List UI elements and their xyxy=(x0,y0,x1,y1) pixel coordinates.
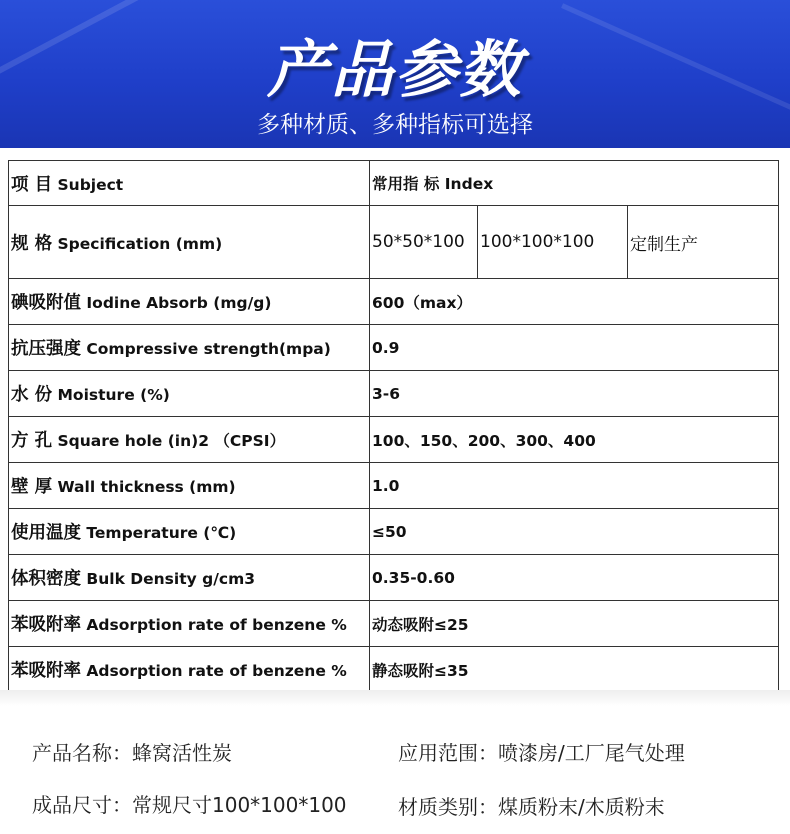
row-value-cell: 100、150、200、300、400 xyxy=(370,417,779,463)
row-label-cell xyxy=(9,417,370,463)
row-label-en: Adsorption rate of benzene % xyxy=(86,662,347,680)
subject-header-en: Subject xyxy=(57,175,124,194)
row-value-cell: 0.9 xyxy=(370,325,779,371)
row-label-zh: 体积密度 xyxy=(11,569,81,589)
subject-header-cell xyxy=(9,161,370,206)
table-row xyxy=(9,509,779,555)
row-label-en: Iodine Absorb (mg/g) xyxy=(86,294,272,312)
spec-label-en: Specification (mm) xyxy=(57,234,223,253)
row-label-zh: 方 孔 xyxy=(11,431,53,451)
row-label-zh: 使用温度 xyxy=(11,523,81,543)
row-label-zh: 水 份 xyxy=(11,385,53,405)
table-row xyxy=(9,279,779,325)
row-label-en: Adsorption rate of benzene % xyxy=(86,616,347,634)
table-row xyxy=(9,417,779,463)
header-banner xyxy=(0,0,790,148)
banner-subtitle: 多种材质、多种指标可选择 xyxy=(257,112,533,138)
row-label-en: Square hole (in)2 （CPSI） xyxy=(57,432,286,450)
row-label-zh: 苯吸附率 xyxy=(11,615,81,635)
row-label-zh: 抗压强度 xyxy=(11,339,81,359)
spec-option-2: 100*100*100 xyxy=(478,206,628,279)
row-label-cell xyxy=(9,325,370,371)
table-row xyxy=(9,463,779,509)
row-label-zh: 苯吸附率 xyxy=(11,661,81,681)
table-row xyxy=(9,601,779,647)
row-value-cell: 1.0 xyxy=(370,463,779,509)
row-value-cell: 动态吸附≤25 xyxy=(370,601,779,647)
row-label-cell xyxy=(9,463,370,509)
row-label-en: Bulk Density g/cm3 xyxy=(86,570,256,588)
table-row xyxy=(9,325,779,371)
row-value-cell: 600（max） xyxy=(370,279,779,325)
footer-size: 成品尺寸：常规尺寸100*100*100 xyxy=(32,793,347,817)
spec-label-zh: 规 格 xyxy=(11,233,53,254)
row-label-en: Wall thickness (mm) xyxy=(57,478,236,496)
row-label-en: Moisture (%) xyxy=(57,386,170,404)
index-header-cell: 常用指 标 Index xyxy=(370,161,779,206)
table-row xyxy=(9,647,779,693)
row-value-cell: 静态吸附≤35 xyxy=(370,647,779,693)
row-label-cell xyxy=(9,279,370,325)
footer-material: 材质类别：煤质粉末/木质粉末 xyxy=(398,795,665,819)
row-label-cell xyxy=(9,555,370,601)
row-value-cell: 0.35-0.60 xyxy=(370,555,779,601)
spec-option-3: 定制生产 xyxy=(628,206,779,279)
subject-header-zh: 项 目 xyxy=(11,174,53,195)
spec-row xyxy=(9,206,779,279)
spec-option-1: 50*50*100 xyxy=(370,206,478,279)
row-label-cell xyxy=(9,371,370,417)
table-row xyxy=(9,555,779,601)
row-value-cell: 3-6 xyxy=(370,371,779,417)
row-label-cell xyxy=(9,601,370,647)
row-label-en: Temperature (℃) xyxy=(86,524,237,542)
row-label-cell xyxy=(9,509,370,555)
row-value-cell: ≤50 xyxy=(370,509,779,555)
table-header-row xyxy=(9,161,779,206)
table-row xyxy=(9,371,779,417)
row-label-cell xyxy=(9,647,370,693)
table-shadow-divider xyxy=(0,690,790,706)
parameters-table xyxy=(8,160,779,693)
footer-product-name: 产品名称：蜂窝活性炭 xyxy=(32,741,232,765)
row-label-en: Compressive strength(mpa) xyxy=(86,340,331,358)
banner-title: 产品参数 xyxy=(266,33,523,106)
row-label-zh: 碘吸附值 xyxy=(11,293,81,313)
footer-application: 应用范围：喷漆房/工厂尾气处理 xyxy=(398,741,685,765)
spec-label-cell xyxy=(9,206,370,279)
row-label-zh: 壁 厚 xyxy=(11,477,53,497)
